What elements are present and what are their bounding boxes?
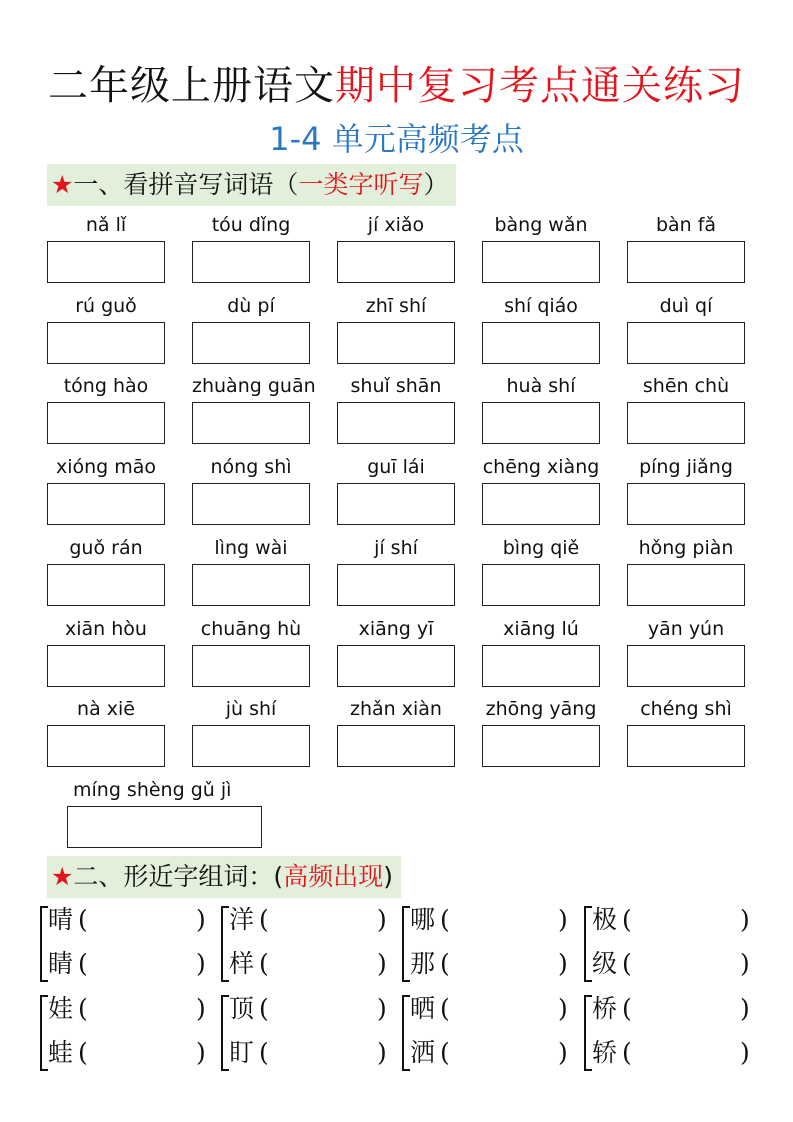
pinyin-cell	[337, 212, 455, 283]
char-word-line	[229, 987, 389, 1031]
pinyin-label: zhuàng guān	[192, 375, 316, 398]
open-paren: (	[78, 949, 88, 978]
answer-box[interactable]	[482, 564, 600, 606]
answer-box[interactable]	[627, 402, 745, 444]
char-word-line	[410, 898, 570, 942]
answer-box[interactable]	[482, 483, 600, 525]
open-paren: (	[259, 994, 269, 1023]
pinyin-cell	[627, 616, 745, 687]
title-black-part: 二年级上册语文	[48, 63, 335, 109]
open-paren: (	[78, 994, 88, 1023]
pinyin-label: yān yún	[647, 617, 725, 640]
char-word-line	[410, 1031, 570, 1075]
char-pair-group	[584, 898, 754, 986]
open-paren: (	[440, 994, 450, 1023]
answer-box[interactable]	[627, 645, 745, 687]
pinyin-cell	[337, 696, 455, 767]
pinyin-label: jù shí	[225, 698, 277, 721]
pinyin-cell	[47, 212, 165, 283]
close-paren: )	[196, 994, 206, 1023]
pinyin-cell	[337, 535, 455, 606]
bracket-icon	[221, 995, 229, 1071]
bracket-icon	[402, 906, 410, 982]
answer-box[interactable]	[337, 483, 455, 525]
answer-box[interactable]	[47, 322, 165, 364]
pinyin-label: dù pí	[227, 294, 275, 317]
character: 哪	[410, 905, 436, 934]
open-paren: (	[78, 905, 88, 934]
open-paren: (	[440, 905, 450, 934]
close-paren: )	[740, 905, 750, 934]
answer-box[interactable]	[192, 645, 310, 687]
pinyin-label: xiān hòu	[65, 617, 147, 640]
character: 盯	[229, 1038, 255, 1067]
bracket-icon	[584, 995, 592, 1071]
pinyin-label: bàn fǎ	[655, 214, 717, 236]
answer-box[interactable]	[192, 483, 310, 525]
char-word-line	[48, 898, 208, 942]
pinyin-cell	[482, 212, 600, 283]
close-paren: )	[196, 949, 206, 978]
answer-box[interactable]	[627, 241, 745, 283]
pinyin-cell	[482, 696, 600, 767]
section2-heading-close: )	[383, 862, 393, 891]
pinyin-cell	[337, 616, 455, 687]
pinyin-cell-last	[67, 777, 267, 848]
answer-box[interactable]	[47, 402, 165, 444]
section2-heading	[47, 856, 401, 898]
char-word-line	[410, 942, 570, 986]
pinyin-cell	[192, 696, 310, 767]
pinyin-cell	[337, 293, 455, 364]
bracket-icon	[40, 906, 48, 982]
page-title	[0, 54, 793, 111]
pinyin-cell	[47, 293, 165, 364]
char-word-line	[229, 898, 389, 942]
pinyin-cell	[482, 293, 600, 364]
close-paren: )	[558, 994, 568, 1023]
pinyin-cell	[627, 535, 745, 606]
answer-box[interactable]	[482, 241, 600, 283]
open-paren: (	[622, 905, 632, 934]
answer-box[interactable]	[47, 645, 165, 687]
char-word-line	[592, 1031, 752, 1075]
char-pair-group	[402, 898, 572, 986]
pinyin-label: hǒng piàn	[638, 536, 734, 559]
character: 极	[592, 905, 618, 934]
pinyin-label: zhǎn xiàn	[350, 698, 442, 721]
section2-heading-accent: 高频出现	[283, 862, 384, 891]
pinyin-cell	[192, 293, 310, 364]
pinyin-cell	[627, 373, 745, 444]
pinyin-label: jí shí	[374, 536, 418, 559]
pinyin-label: nǎ lǐ	[85, 214, 127, 236]
bracket-icon	[584, 906, 592, 982]
answer-box[interactable]	[192, 322, 310, 364]
pinyin-label: guǒ rán	[69, 536, 143, 559]
close-paren: )	[558, 1038, 568, 1067]
pinyin-label: chēng xiàng	[482, 456, 600, 479]
pinyin-cell	[47, 616, 165, 687]
pinyin-label: chuāng hù	[200, 617, 302, 640]
open-paren: (	[259, 905, 269, 934]
pinyin-cell	[192, 373, 316, 444]
pinyin-cell	[192, 212, 310, 283]
pinyin-label: chéng shì	[640, 698, 732, 721]
pinyin-label: huà shí	[506, 375, 576, 398]
close-paren: )	[740, 994, 750, 1023]
char-pair-group	[40, 987, 210, 1075]
pinyin-cell	[47, 696, 165, 767]
answer-box[interactable]	[337, 241, 455, 283]
answer-box[interactable]	[47, 483, 165, 525]
char-pair-group	[221, 898, 391, 986]
answer-box[interactable]	[337, 645, 455, 687]
page-subtitle: 1-4 单元高频考点	[269, 120, 524, 158]
char-word-line	[229, 942, 389, 986]
char-word-line	[229, 1031, 389, 1075]
close-paren: )	[377, 994, 387, 1023]
pinyin-cell	[47, 535, 165, 606]
open-paren: (	[440, 949, 450, 978]
character: 桥	[592, 994, 618, 1023]
answer-box[interactable]	[627, 483, 745, 525]
char-word-line	[48, 942, 208, 986]
character: 级	[592, 949, 618, 978]
answer-box[interactable]	[47, 564, 165, 606]
pinyin-cell	[627, 454, 745, 525]
answer-box[interactable]	[627, 322, 745, 364]
pinyin-cell	[192, 535, 310, 606]
pinyin-label: tóng hào	[63, 375, 149, 398]
character: 那	[410, 949, 436, 978]
pinyin-label: shuǐ shān	[350, 375, 442, 398]
star-icon: ★	[51, 170, 74, 199]
answer-box[interactable]	[627, 564, 745, 606]
answer-box[interactable]	[482, 645, 600, 687]
char-word-line	[592, 942, 752, 986]
open-paren: (	[440, 1038, 450, 1067]
pinyin-cell	[337, 454, 455, 525]
close-paren: )	[377, 1038, 387, 1067]
pinyin-label: guī lái	[367, 456, 425, 479]
character: 轿	[592, 1038, 618, 1067]
pinyin-label: shí qiáo	[504, 294, 578, 317]
answer-box[interactable]	[192, 402, 310, 444]
char-word-line	[410, 987, 570, 1031]
answer-box[interactable]	[192, 725, 310, 767]
pinyin-label: xiāng yī	[358, 617, 434, 640]
pinyin-label: lìng wài	[214, 536, 288, 559]
close-paren: )	[558, 949, 568, 978]
pinyin-label: xióng māo	[55, 456, 157, 479]
answer-box[interactable]	[47, 241, 165, 283]
section1-heading-accent: 一类字听写	[298, 170, 424, 199]
close-paren: )	[377, 905, 387, 934]
pinyin-cell	[627, 696, 745, 767]
char-pair-group	[402, 987, 572, 1075]
char-word-line	[592, 987, 752, 1031]
close-paren: )	[740, 949, 750, 978]
pinyin-label: jí xiǎo	[367, 214, 425, 236]
character: 洒	[410, 1038, 436, 1067]
bracket-icon	[40, 995, 48, 1071]
pinyin-cell	[482, 616, 600, 687]
pinyin-label: shēn chù	[642, 375, 730, 398]
answer-box[interactable]	[337, 564, 455, 606]
pinyin-cell	[627, 293, 745, 364]
pinyin-cell	[337, 373, 455, 444]
character: 娃	[48, 994, 74, 1023]
character: 晴	[48, 905, 74, 934]
title-red-part: 期中复习考点通关练习	[335, 63, 745, 109]
answer-box[interactable]	[67, 806, 262, 848]
answer-box[interactable]	[337, 402, 455, 444]
answer-box[interactable]	[482, 402, 600, 444]
open-paren: (	[622, 994, 632, 1023]
close-paren: )	[740, 1038, 750, 1067]
char-word-line	[48, 987, 208, 1031]
star-icon: ★	[51, 862, 74, 891]
close-paren: )	[377, 949, 387, 978]
character: 蛙	[48, 1038, 74, 1067]
pinyin-cell	[482, 535, 600, 606]
open-paren: (	[259, 949, 269, 978]
section1-heading-close: ）	[423, 170, 449, 199]
character: 晒	[410, 994, 436, 1023]
pinyin-cell	[47, 454, 165, 525]
pinyin-cell	[482, 373, 600, 444]
close-paren: )	[196, 1038, 206, 1067]
character: 样	[229, 949, 255, 978]
section2-heading-text: 二、形近字组词：(	[73, 862, 284, 891]
open-paren: (	[259, 1038, 269, 1067]
character: 睛	[48, 949, 74, 978]
pinyin-cell	[482, 454, 600, 525]
section1-heading-text: 一、看拼音写词语（	[73, 170, 299, 199]
pinyin-label: rú guǒ	[75, 294, 137, 317]
pinyin-cell	[192, 454, 310, 525]
pinyin-cell	[47, 373, 165, 444]
pinyin-label: duì qí	[659, 294, 713, 317]
pinyin-label: zhī shí	[365, 294, 427, 317]
char-pair-group	[221, 987, 391, 1075]
pinyin-label: nà xiē	[77, 698, 135, 721]
bracket-icon	[221, 906, 229, 982]
answer-box[interactable]	[482, 322, 600, 364]
close-paren: )	[558, 905, 568, 934]
pinyin-label: tóu dǐng	[211, 214, 291, 236]
open-paren: (	[622, 949, 632, 978]
answer-box[interactable]	[337, 322, 455, 364]
answer-box[interactable]	[337, 725, 455, 767]
character: 洋	[229, 905, 255, 934]
pinyin-label: bìng qiě	[502, 536, 580, 559]
answer-box[interactable]	[482, 725, 600, 767]
pinyin-cell	[627, 212, 745, 283]
pinyin-label: píng jiǎng	[639, 456, 733, 479]
pinyin-label: bàng wǎn	[494, 214, 588, 236]
answer-box[interactable]	[192, 241, 310, 283]
pinyin-label: xiāng lú	[503, 617, 579, 640]
pinyin-label: nóng shì	[210, 456, 292, 479]
pinyin-label: míng shèng gǔ jì	[73, 779, 232, 801]
answer-box[interactable]	[47, 725, 165, 767]
char-word-line	[48, 1031, 208, 1075]
answer-box[interactable]	[627, 725, 745, 767]
pinyin-cell	[192, 616, 310, 687]
open-paren: (	[622, 1038, 632, 1067]
char-pair-group	[40, 898, 210, 986]
close-paren: )	[196, 905, 206, 934]
char-word-line	[592, 898, 752, 942]
open-paren: (	[78, 1038, 88, 1067]
answer-box[interactable]	[192, 564, 310, 606]
pinyin-label: zhōng yāng	[485, 698, 597, 721]
section1-heading	[47, 164, 456, 206]
char-pair-group	[584, 987, 754, 1075]
bracket-icon	[402, 995, 410, 1071]
character: 顶	[229, 994, 255, 1023]
